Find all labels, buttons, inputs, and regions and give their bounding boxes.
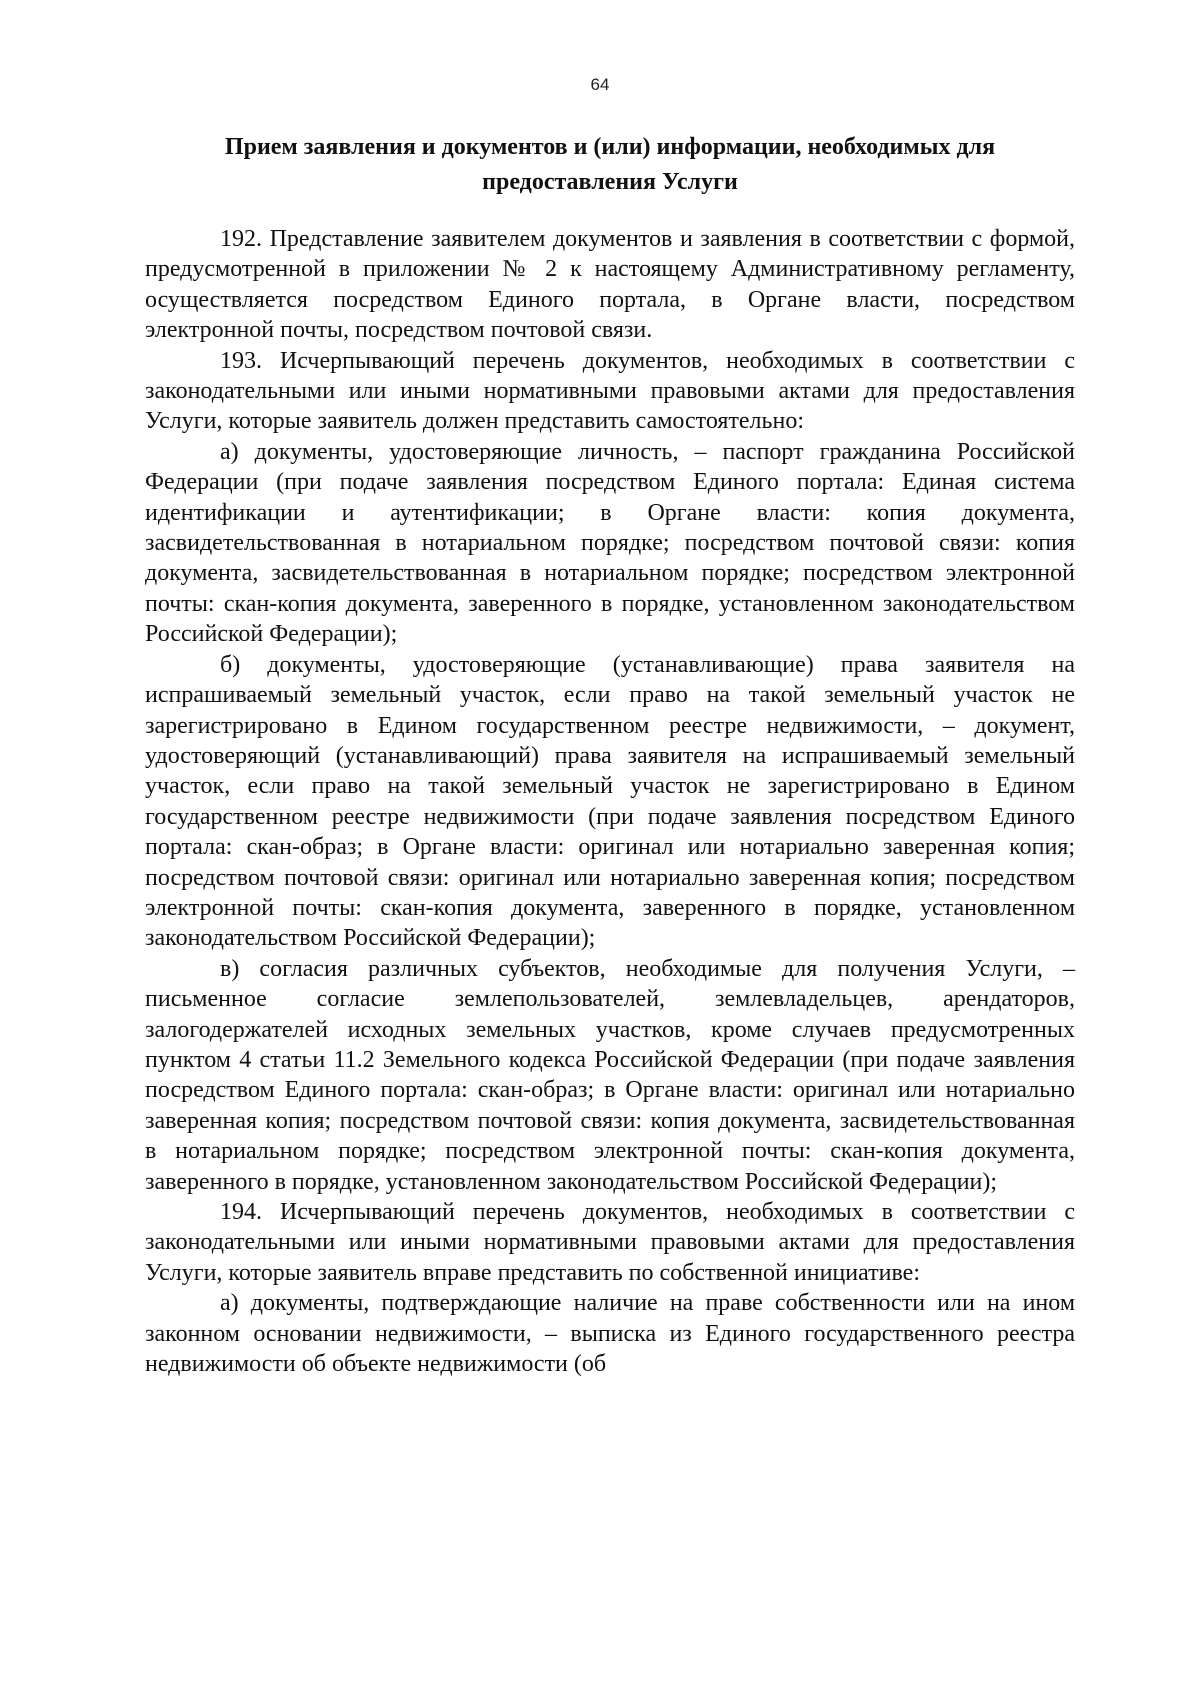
paragraph-193-a: а) документы, удостоверяющие личность, – паспорт гражданина Российской Федерации (при подаче заявления посредством Единого портала: Единая система идентификации и аутентификации; в Органе власти: копия документа, засвидетельствованная в нотариальном порядке; посредством почтовой связи: копия документа, засвидетельствованная в нотариальном порядке; посредством электронной почты: скан-копия документа, заверенного в порядке, установленном законодательством Российской Федерации); xyxy=(145,438,1075,648)
paragraph-194-a: а) документы, подтверждающие наличие на праве собственности или на ином законном основании недвижимости, – выписка из Единого государственного реестра недвижимости об объекте недвижимости (об xyxy=(145,1290,1075,1378)
paragraph-192: 192. Представление заявителем документов и заявления в соответствии с формой, предусмотренной в приложении № 2 к настоящему Административному регламенту, осуществляется посредством Единого портала, в Органе власти, посредством электронной почты, посредством почтовой связи. xyxy=(145,226,1075,344)
paragraph-193-b: б) документы, удостоверяющие (устанавливающие) права заявителя на испрашиваемый земельный участок, если право на такой земельный участок не зарегистрировано в Едином государственном реестре недвижимости, – документ, удостоверяющий (устанавливающий) права заявителя на испрашиваемый земельный участок, если право на такой земельный участок не зарегистрировано в Едином государственном реестре недвижимости (при подаче заявления посредством Единого портала: скан-образ; в Органе власти: оригинал или нотариально заверенная копия; посредством почтовой связи: оригинал или нотариально заверенная копия; посредством электронной почты: скан-копия документа, заверенного в порядке, установленном законодательством Российской Федерации); xyxy=(145,651,1075,952)
paragraph-193: 193. Исчерпывающий перечень документов, необходимых в соответствии с законодательными или иными нормативными правовыми актами для предоставления Услуги, которые заявитель должен представить самостоятельно: xyxy=(145,347,1075,435)
paragraph-193-v: в) согласия различных субъектов, необходимые для получения Услуги, – письменное согласие землепользователей, землевладельцев, арендаторов, залогодержателей исходных земельных участков, кроме случаев предусмотренных пунктом 4 статьи 11.2 Земельного кодекса Российской Федерации (при подаче заявления посредством Единого портала: скан-образ; в Органе власти: оригинал или нотариально заверенная копия; посредством почтовой связи: копия документа, засвидетельствованная в нотариальном порядке; посредством электронной почты: скан-копия документа, заверенного в порядке, установленном законодательством Российской Федерации); xyxy=(145,955,1075,1195)
section-title xyxy=(145,130,1075,200)
paragraph-194: 194. Исчерпывающий перечень документов, необходимых в соответствии с законодательными или иными нормативными правовыми актами для предоставления Услуги, которые заявитель вправе представить по собственной инициативе: xyxy=(145,1199,1075,1286)
page-number: 64 xyxy=(590,75,610,94)
section-title-line-2: предоставления Услуги xyxy=(482,169,738,195)
document-body xyxy=(145,224,1075,1379)
section-title-line-1: Прием заявления и документов и (или) информации, необходимых для xyxy=(224,134,996,160)
